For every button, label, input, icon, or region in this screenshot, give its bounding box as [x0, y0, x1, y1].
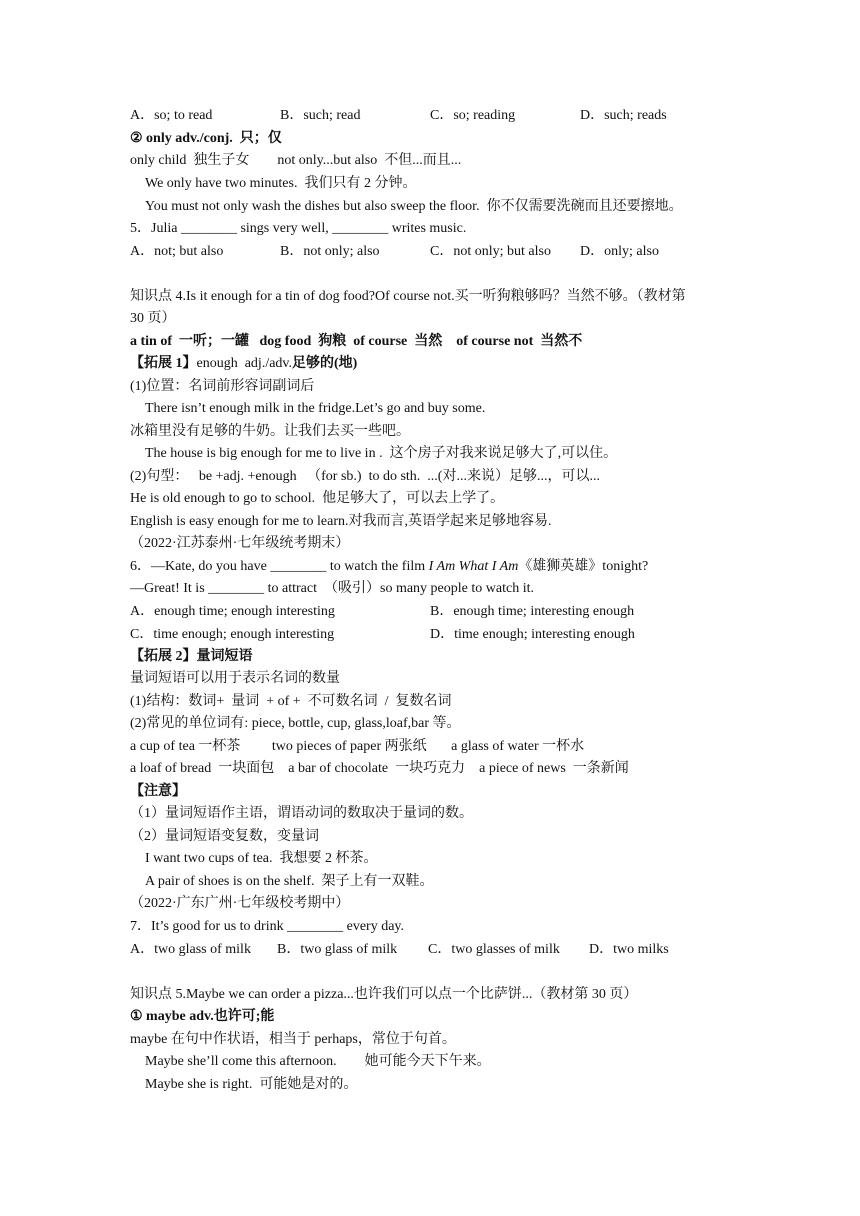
- extension-1-example-1: There isn’t enough milk in the fridge.Let’s go and buy some.: [145, 401, 486, 416]
- knowledge-point-5-title: 知识点 5.Maybe we can order a pizza...也许我们可以点一个比萨饼...（教材第 30 页）: [130, 987, 638, 1002]
- extension-1-meaning: 足够的(地): [292, 356, 358, 371]
- q4-option-a[interactable]: A．so; to read: [130, 108, 213, 123]
- extension-1-position: (1)位置：名词前形容词副词后: [130, 379, 315, 394]
- q5-option-c[interactable]: C．not only; but also: [430, 244, 551, 259]
- q6-option-d[interactable]: D．time enough; interesting enough: [430, 627, 635, 642]
- q6-option-a[interactable]: A．enough time; enough interesting: [130, 604, 335, 619]
- only-heading: ② only adv./conj. 只；仅: [130, 131, 282, 146]
- q4-option-c[interactable]: C．so; reading: [430, 108, 516, 123]
- extension-1-example-3: He is old enough to go to school. 他足够大了，可以去上学了。: [130, 491, 505, 506]
- q4-option-b[interactable]: B．such; read: [280, 108, 361, 123]
- knowledge-point-4-title: 知识点 4.Is it enough for a tin of dog food?Of course not.买一听狗粮够吗？当然不够。（教材第: [130, 289, 686, 304]
- only-example-1: We only have two minutes. 我们只有 2 分钟。: [145, 176, 417, 191]
- q6-stem: [130, 558, 648, 576]
- q5-option-a[interactable]: A．not; but also: [130, 244, 224, 259]
- extension-2-intro: 量词短语可以用于表示名词的数量: [130, 671, 340, 686]
- extension-2-heading: 【拓展 2】量词短语: [130, 649, 253, 664]
- extension-1-example-1-translation: 冰箱里没有足够的牛奶。让我们去买一些吧。: [130, 424, 410, 439]
- maybe-example-2: Maybe she is right. 可能她是对的。: [145, 1077, 358, 1092]
- only-example-2: You must not only wash the dishes but also sweep the floor. 你不仅需要洗碗而且还要擦地。: [145, 199, 683, 214]
- q4-option-d[interactable]: D．such; reads: [580, 108, 667, 123]
- extension-1-heading: [130, 355, 357, 373]
- extension-1-example-4: English is easy enough for me to learn.对我而言,英语学起来足够地容易.: [130, 514, 552, 529]
- maybe-description: maybe 在句中作状语，相当于 perhaps，常位于句首。: [130, 1032, 456, 1047]
- knowledge-point-4-vocab: a tin of 一听；一罐 dog food 狗粮 of course 当然 of course not 当然不: [130, 334, 583, 349]
- q6-stem-part-1: 6．—Kate, do you have ________ to watch the film: [130, 559, 429, 574]
- note-2: （2）量词短语变复数，变量词: [130, 829, 319, 844]
- extension-1-example-2: The house is big enough for me to live in . 这个房子对我来说足够大了,可以住。: [145, 446, 618, 461]
- q6-option-b[interactable]: B．enough time; interesting enough: [430, 604, 635, 619]
- note-1: （1）量词短语作主语，谓语动词的数取决于量词的数。: [130, 806, 473, 821]
- q6-stem-part-2: 《雄狮英雄》tonight?: [518, 559, 649, 574]
- note-example-2: A pair of shoes is on the shelf. 架子上有一双鞋。: [145, 874, 434, 889]
- q7-option-c[interactable]: C．two glasses of milk: [428, 942, 560, 957]
- q7-option-a[interactable]: A．two glass of milk: [130, 942, 251, 957]
- extension-2-structure: (1)结构：数词+ 量词 + of + 不可数名词 / 复数名词: [130, 694, 452, 709]
- extension-1-tag: 【拓展 1】: [130, 356, 197, 371]
- extension-1-word: enough adj./adv.: [196, 356, 293, 371]
- note-heading: 【注意】: [130, 784, 186, 799]
- extension-2-examples-1: a cup of tea 一杯茶 two pieces of paper 两张纸 a glass of water 一杯水: [130, 739, 585, 754]
- q5-stem: 5．Julia ________ sings very well, ________ writes music.: [130, 221, 467, 236]
- q5-option-d[interactable]: D．only; also: [580, 244, 659, 259]
- q6-source: （2022·江苏泰州·七年级统考期末）: [130, 536, 350, 551]
- extension-2-examples-2: a loaf of bread 一块面包 a bar of chocolate 一块巧克力 a piece of news 一条新闻: [130, 761, 629, 776]
- q6-film-title: I Am What I Am: [428, 559, 519, 574]
- q5-option-b[interactable]: B．not only; also: [280, 244, 380, 259]
- only-phrases: only child 独生子女 not only...but also 不但...而且...: [130, 153, 462, 168]
- note-example-1: I want two cups of tea. 我想要 2 杯茶。: [145, 851, 378, 866]
- knowledge-point-4-page-ref: 30 页）: [130, 311, 176, 326]
- q7-source: （2022·广东广州·七年级校考期中）: [130, 896, 350, 911]
- q7-stem: 7．It’s good for us to drink ________ every day.: [130, 919, 404, 934]
- maybe-example-1: Maybe she’ll come this afternoon. 她可能今天下午来。: [145, 1054, 491, 1069]
- q6-option-c[interactable]: C．time enough; enough interesting: [130, 627, 335, 642]
- q6-stem-line-2: —Great! It is ________ to attract （吸引）so many people to watch it.: [130, 581, 534, 596]
- extension-2-unit-words: (2)常见的单位词有: piece, bottle, cup, glass,loaf,bar 等。: [130, 716, 461, 731]
- q7-option-b[interactable]: B．two glass of milk: [277, 942, 398, 957]
- maybe-heading: ① maybe adv.也许可;能: [130, 1009, 275, 1024]
- q7-option-d[interactable]: D．two milks: [589, 942, 669, 957]
- extension-1-pattern: (2)句型： be +adj. +enough （for sb.) to do sth. ...(对...来说）足够...，可以...: [130, 469, 600, 484]
